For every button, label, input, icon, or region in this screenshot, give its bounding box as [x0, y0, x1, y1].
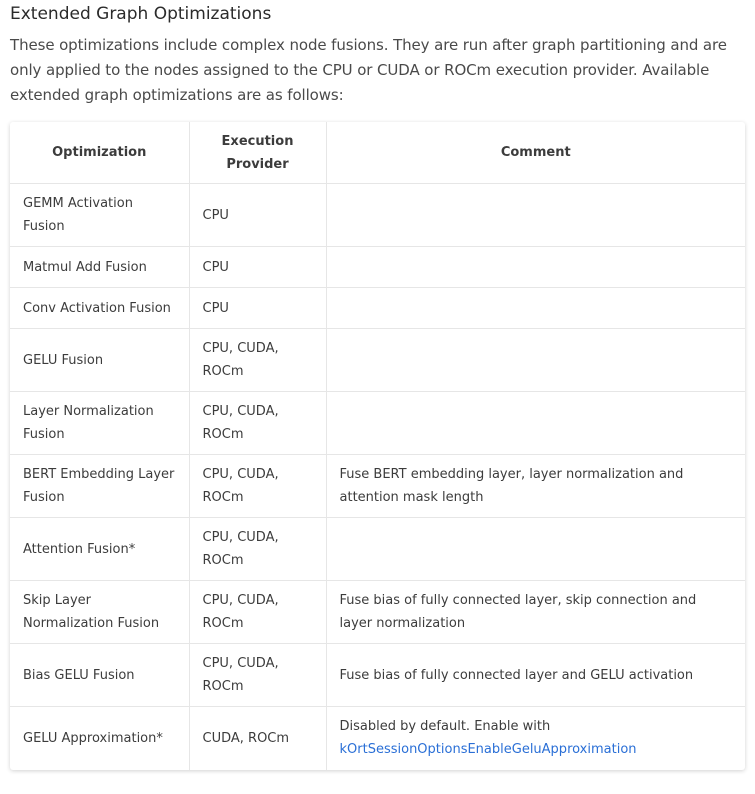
cell-provider: CPU, CUDA, ROCm [189, 392, 326, 455]
optimizations-table-card [10, 122, 745, 770]
header-comment: Comment [326, 122, 745, 184]
cell-optimization: Matmul Add Fusion [10, 247, 189, 288]
table-row [10, 392, 745, 455]
cell-optimization: Attention Fusion* [10, 518, 189, 581]
cell-comment [326, 392, 745, 455]
cell-comment [326, 288, 745, 329]
cell-optimization: GELU Approximation* [10, 707, 189, 770]
header-optimization: Optimization [52, 145, 147, 160]
cell-provider: CUDA, ROCm [189, 707, 326, 770]
table-row [10, 581, 745, 644]
table-row [10, 288, 745, 329]
cell-comment [326, 329, 745, 392]
cell-optimization: GELU Fusion [10, 329, 189, 392]
cell-optimization: Layer Normalization Fusion [10, 392, 189, 455]
cell-comment [326, 247, 745, 288]
table-row [10, 184, 745, 247]
cell-comment [326, 707, 745, 770]
cell-provider: CPU [189, 247, 326, 288]
cell-optimization: Bias GELU Fusion [10, 644, 189, 707]
table-row [10, 329, 745, 392]
table-header-row [10, 122, 745, 184]
table-row [10, 247, 745, 288]
table-row [10, 518, 745, 581]
cell-comment: Fuse bias of fully connected layer, skip connection and layer normalization [326, 581, 745, 644]
cell-comment: Fuse bias of fully connected layer and GELU activation [326, 644, 745, 707]
cell-provider: CPU [189, 288, 326, 329]
cell-provider: CPU, CUDA, ROCm [189, 581, 326, 644]
cell-provider: CPU, CUDA, ROCm [189, 518, 326, 581]
cell-provider: CPU, CUDA, ROCm [189, 644, 326, 707]
gelu-approximation-option-link[interactable]: kOrtSessionOptionsEnableGeluApproximation [339, 742, 637, 758]
cell-optimization: GEMM Activation Fusion [10, 184, 189, 247]
comment-text: Disabled by default. Enable with [339, 719, 551, 735]
cell-optimization: Conv Activation Fusion [10, 288, 189, 329]
optimizations-table [10, 122, 745, 770]
cell-provider: CPU [189, 184, 326, 247]
cell-provider: CPU, CUDA, ROCm [189, 455, 326, 518]
section-title: Extended Graph Optimizations [10, 4, 272, 24]
cell-comment [326, 518, 745, 581]
header-execution-provider: Execution Provider [189, 122, 326, 184]
cell-comment: Fuse BERT embedding layer, layer normalization and attention mask length [326, 455, 745, 518]
cell-optimization: BERT Embedding Layer Fusion [10, 455, 189, 518]
table-row [10, 644, 745, 707]
cell-comment [326, 184, 745, 247]
table-row [10, 707, 745, 770]
cell-provider: CPU, CUDA, ROCm [189, 329, 326, 392]
section-intro: These optimizations include complex node fusions. They are run after graph partitioning and are only applied to the nodes assigned to the CPU or CUDA or ROCm execution provider. Available extended graph optimizations are as follows: [10, 36, 727, 104]
cell-optimization: Skip Layer Normalization Fusion [10, 581, 189, 644]
table-row [10, 455, 745, 518]
